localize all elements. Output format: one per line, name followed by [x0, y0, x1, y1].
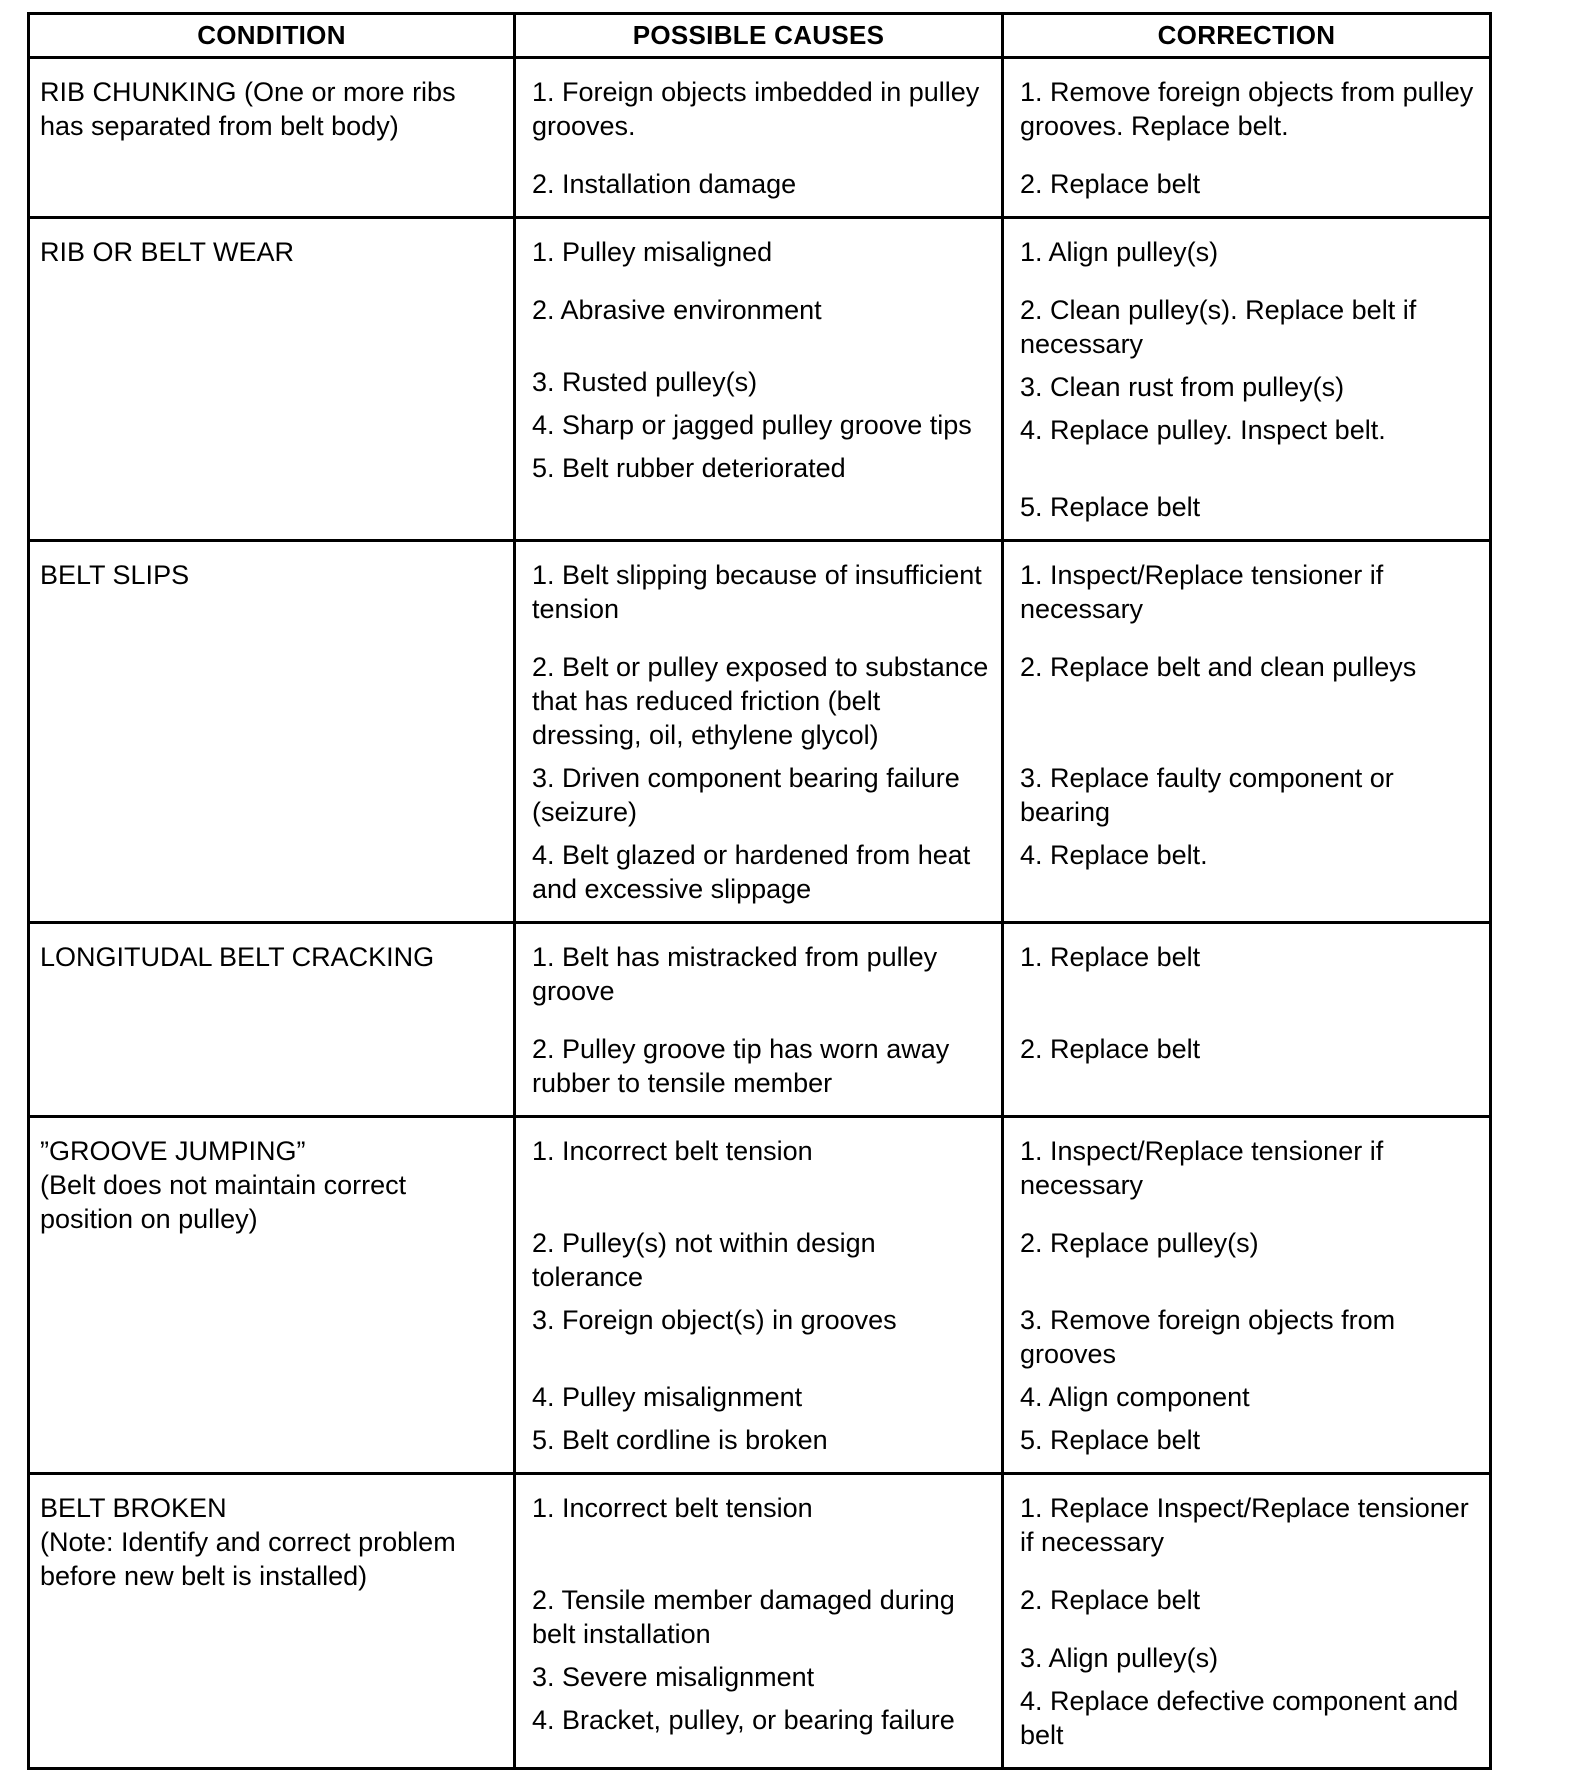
- correction-item: 1. Align pulley(s): [1020, 237, 1219, 267]
- table-row: [29, 218, 1491, 541]
- correction-item: 3. Clean rust from pulley(s): [1020, 372, 1345, 402]
- condition-text: LONGITUDAL BELT CRACKING: [40, 942, 435, 972]
- correction-item: 2. Replace belt: [1020, 1585, 1201, 1615]
- cause-item: 4. Sharp or jagged pulley groove tips: [532, 410, 972, 440]
- condition-text: BELT BROKEN (Note: Identify and correct problem before new belt is installed): [40, 1493, 456, 1591]
- condition-cell: [29, 1117, 515, 1474]
- correction-item: 2. Replace belt: [1020, 1034, 1201, 1064]
- header-row: [29, 14, 1491, 58]
- cause-item: 4. Bracket, pulley, or bearing failure: [532, 1705, 955, 1735]
- table-row: [29, 923, 1491, 1117]
- cause-item: 2. Belt or pulley exposed to substance that has reduced friction (belt dressing, oil, ethylene glycol): [532, 652, 989, 750]
- condition-cell: [29, 1474, 515, 1769]
- table-row: [29, 541, 1491, 923]
- condition-text: BELT SLIPS: [40, 560, 190, 590]
- cause-item: 2. Tensile member damaged during belt installation: [532, 1585, 955, 1649]
- header-correction: CORRECTION: [1003, 14, 1491, 58]
- condition-cell: [29, 58, 515, 218]
- condition-cell: [29, 218, 515, 541]
- corrections-cell: [1003, 541, 1491, 923]
- causes-cell: [515, 1474, 1003, 1769]
- correction-item: 2. Replace belt: [1020, 169, 1201, 199]
- condition-text: ”GROOVE JUMPING” (Belt does not maintain correct position on pulley): [40, 1136, 407, 1234]
- correction-item: 2. Clean pulley(s). Replace belt if necessary: [1020, 295, 1417, 359]
- cause-item: 5. Belt rubber deteriorated: [532, 453, 846, 483]
- cause-item: 2. Pulley(s) not within design tolerance: [532, 1228, 876, 1292]
- condition-text: RIB OR BELT WEAR: [40, 237, 295, 267]
- correction-item: 1. Inspect/Replace tensioner if necessary: [1020, 560, 1384, 624]
- correction-item: 4. Replace belt.: [1020, 840, 1208, 870]
- cause-item: 3. Rusted pulley(s): [532, 367, 758, 397]
- correction-item: 1. Inspect/Replace tensioner if necessary: [1020, 1136, 1384, 1200]
- cause-item: 4. Pulley misalignment: [532, 1382, 803, 1412]
- causes-cell: [515, 218, 1003, 541]
- corrections-cell: [1003, 1117, 1491, 1474]
- correction-item: 2. Replace belt and clean pulleys: [1020, 652, 1417, 682]
- correction-item: 2. Replace pulley(s): [1020, 1228, 1259, 1258]
- belt-diagnosis-table-container: [27, 12, 1489, 1770]
- cause-item: 3. Driven component bearing failure (seizure): [532, 763, 960, 827]
- causes-cell: [515, 1117, 1003, 1474]
- causes-cell: [515, 58, 1003, 218]
- cause-item: 3. Severe misalignment: [532, 1662, 815, 1692]
- correction-item: 1. Replace Inspect/Replace tensioner if necessary: [1020, 1493, 1469, 1557]
- cause-item: 1. Incorrect belt tension: [532, 1136, 813, 1166]
- cause-item: 1. Pulley misaligned: [532, 237, 773, 267]
- condition-cell: [29, 541, 515, 923]
- cause-item: 2. Pulley groove tip has worn away rubber to tensile member: [532, 1034, 950, 1098]
- correction-item: 5. Replace belt: [1020, 1425, 1201, 1455]
- correction-item: 3. Align pulley(s): [1020, 1643, 1219, 1673]
- causes-cell: [515, 923, 1003, 1117]
- table-row: [29, 1117, 1491, 1474]
- header-possible-causes: POSSIBLE CAUSES: [515, 14, 1003, 58]
- causes-cell: [515, 541, 1003, 923]
- correction-item: 4. Align component: [1020, 1382, 1250, 1412]
- cause-item: 1. Belt slipping because of insufficient tension: [532, 560, 982, 624]
- cause-item: 4. Belt glazed or hardened from heat and excessive slippage: [532, 840, 971, 904]
- cause-item: 1. Incorrect belt tension: [532, 1493, 813, 1523]
- condition-cell: [29, 923, 515, 1117]
- correction-item: 5. Replace belt: [1020, 492, 1201, 522]
- cause-item: 3. Foreign object(s) in grooves: [532, 1305, 897, 1335]
- corrections-cell: [1003, 58, 1491, 218]
- cause-item: 1. Foreign objects imbedded in pulley grooves.: [532, 77, 980, 141]
- cause-item: 2. Abrasive environment: [532, 295, 822, 325]
- correction-item: 1. Remove foreign objects from pulley grooves. Replace belt.: [1020, 77, 1474, 141]
- cause-item: 1. Belt has mistracked from pulley groove: [532, 942, 938, 1006]
- table-row: [29, 1474, 1491, 1769]
- correction-item: 4. Replace defective component and belt: [1020, 1686, 1459, 1750]
- header-condition: CONDITION: [29, 14, 515, 58]
- corrections-cell: [1003, 218, 1491, 541]
- correction-item: 1. Replace belt: [1020, 942, 1201, 972]
- correction-item: 3. Replace faulty component or bearing: [1020, 763, 1394, 827]
- corrections-cell: [1003, 923, 1491, 1117]
- belt-diagnosis-table: [27, 12, 1492, 1770]
- cause-item: 5. Belt cordline is broken: [532, 1425, 828, 1455]
- cause-item: 2. Installation damage: [532, 169, 797, 199]
- correction-item: 4. Replace pulley. Inspect belt.: [1020, 415, 1386, 445]
- correction-item: 3. Remove foreign objects from grooves: [1020, 1305, 1396, 1369]
- table-row: [29, 58, 1491, 218]
- corrections-cell: [1003, 1474, 1491, 1769]
- condition-text: RIB CHUNKING (One or more ribs has separated from belt body): [40, 77, 456, 141]
